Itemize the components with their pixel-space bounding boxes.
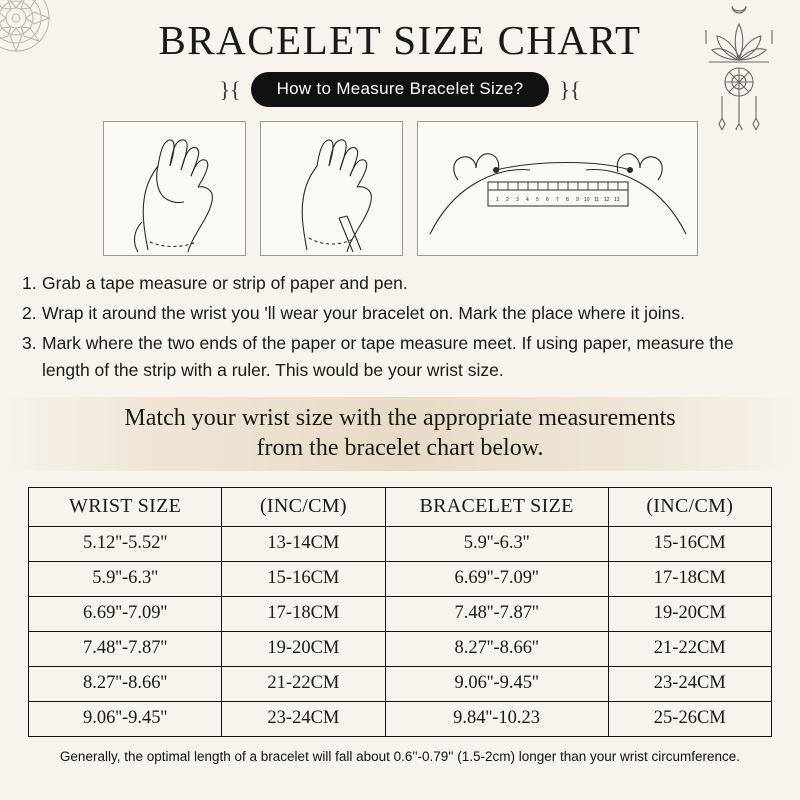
cell-wrist-cm: 13-14CM: [222, 526, 385, 561]
flourish-right-icon: }{: [559, 76, 581, 102]
banner-line-1: Match your wrist size with the appropriate measurements: [124, 405, 676, 432]
svg-text:5: 5: [535, 197, 539, 203]
cell-bracelet-inch: 7.48''-7.87'': [385, 596, 608, 631]
cell-bracelet-inch: 6.69''-7.09'': [385, 561, 608, 596]
hands-measuring-strip-with-ruler-illustration: [417, 121, 698, 256]
step-number: 3.: [22, 333, 37, 354]
column-header-wrist-units: (INC/CM): [222, 487, 385, 526]
column-header-bracelet-size: BRACELET SIZE: [385, 487, 608, 526]
hand-with-paper-strip-illustration: [260, 121, 403, 256]
cell-wrist-cm: 15-16CM: [222, 561, 385, 596]
svg-text:2: 2: [505, 197, 509, 203]
cell-wrist-cm: 17-18CM: [222, 596, 385, 631]
cell-bracelet-cm: 25-26CM: [608, 701, 771, 736]
step-number: 2.: [22, 303, 37, 324]
cell-bracelet-cm: 21-22CM: [608, 631, 771, 666]
svg-text:8: 8: [565, 197, 569, 203]
steps-list: [22, 270, 778, 385]
cell-wrist-cm: 19-20CM: [222, 631, 385, 666]
svg-text:13: 13: [613, 197, 620, 203]
cell-wrist-inch: 8.27''-8.66'': [29, 666, 222, 701]
how-to-measure-pill: How to Measure Bracelet Size?: [251, 72, 550, 107]
illustration-row: [0, 121, 800, 256]
column-header-bracelet-units: (INC/CM): [608, 487, 771, 526]
size-table-wrapper: [28, 487, 772, 737]
svg-text:10: 10: [583, 197, 590, 203]
cell-wrist-cm: 21-22CM: [222, 666, 385, 701]
cell-wrist-inch: 7.48''-7.87'': [29, 631, 222, 666]
cell-wrist-cm: 23-24CM: [222, 701, 385, 736]
hand-with-tape-illustration: [103, 121, 246, 256]
banner-line-2: from the bracelet chart below.: [256, 434, 544, 461]
cell-bracelet-inch: 8.27''-8.66'': [385, 631, 608, 666]
column-header-wrist-size: WRIST SIZE: [29, 487, 222, 526]
list-item: [22, 270, 778, 297]
svg-text:4: 4: [525, 197, 529, 203]
page-title: BRACELET SIZE CHART: [158, 17, 642, 63]
cell-bracelet-inch: 9.06''-9.45'': [385, 666, 608, 701]
cell-bracelet-inch: 9.84''-10.23: [385, 701, 608, 736]
table-row: [29, 596, 772, 631]
step-text: Mark where the two ends of the paper or tape measure meet. If using paper, measure the length of the strip with a ruler. This would be your wrist size.: [42, 333, 734, 381]
step-text: Grab a tape measure or strip of paper and pen.: [42, 273, 408, 293]
cell-wrist-inch: 5.9''-6.3'': [29, 561, 222, 596]
match-wrist-size-banner: [0, 397, 800, 471]
table-header-row: [29, 487, 772, 526]
step-text: Wrap it around the wrist you 'll wear your bracelet on. Mark the place where it joins.: [42, 303, 686, 324]
cell-bracelet-inch: 5.9''-6.3'': [385, 526, 608, 561]
table-row: [29, 526, 772, 561]
table-row: [29, 666, 772, 701]
cell-wrist-inch: 5.12''-5.52'': [29, 526, 222, 561]
svg-text:12: 12: [603, 197, 610, 203]
table-row: [29, 701, 772, 736]
svg-text:11: 11: [593, 197, 599, 203]
svg-text:9: 9: [575, 197, 579, 203]
svg-text:6: 6: [545, 197, 549, 203]
svg-text:1: 1: [495, 197, 499, 203]
list-item: [22, 330, 778, 384]
cell-bracelet-cm: 23-24CM: [608, 666, 771, 701]
table-row: [29, 631, 772, 666]
step-number: 1.: [22, 273, 37, 293]
cell-bracelet-cm: 17-18CM: [608, 561, 771, 596]
cell-bracelet-cm: 15-16CM: [608, 526, 771, 561]
size-table: [28, 487, 772, 737]
table-row: [29, 561, 772, 596]
svg-text:7: 7: [555, 197, 559, 203]
flourish-left-icon: }{: [219, 76, 241, 102]
subtitle-row: [0, 72, 800, 107]
cell-wrist-inch: 9.06''-9.45'': [29, 701, 222, 736]
footnote: Generally, the optimal length of a bracelet will fall about 0.6''-0.79'' (1.5-2cm) longer than your wrist circumference.: [59, 748, 741, 764]
cell-wrist-inch: 6.69''-7.09'': [29, 596, 222, 631]
cell-bracelet-cm: 19-20CM: [608, 596, 771, 631]
list-item: [22, 300, 778, 327]
svg-text:3: 3: [515, 197, 519, 203]
